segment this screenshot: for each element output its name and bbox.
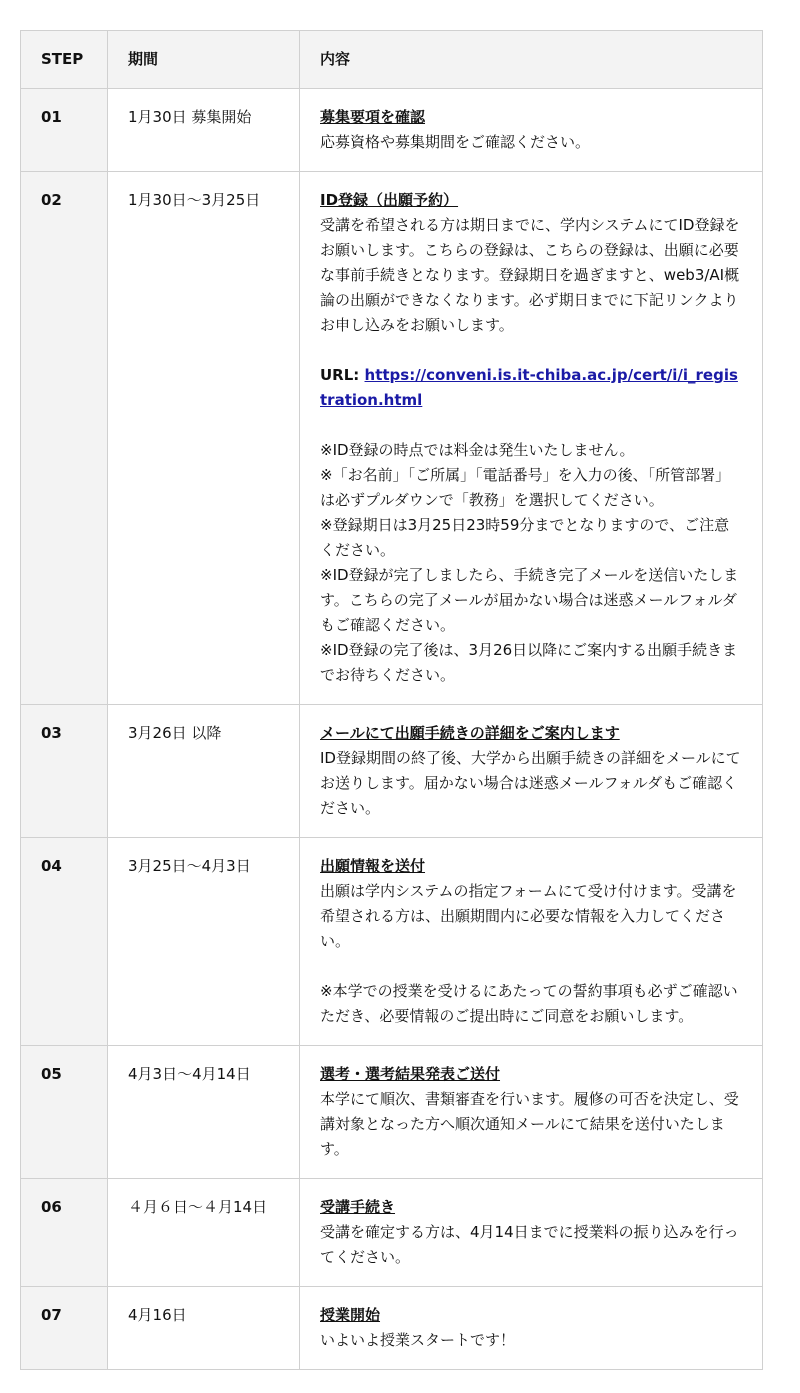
- step-body: 受講を確定する方は、4月14日までに授業料の振り込みを行ってください。: [320, 1223, 739, 1266]
- step-body: ID登録期間の終了後、大学から出願手続きの詳細をメールにてお送りします。届かない場合は迷惑メールフォルダもご確認ください。: [320, 749, 741, 817]
- table-row: [21, 172, 763, 705]
- step-content: [300, 1046, 763, 1179]
- step-title: メールにて出願手続きの詳細をご案内します: [320, 724, 620, 742]
- step-number: 01: [21, 89, 108, 172]
- step-body: いよいよ授業スタートです！: [320, 1331, 516, 1349]
- step-body: 出願は学内システムの指定フォームにて受け付けます。受講を希望される方は、出願期間内に必要な情報を入力してください。: [320, 882, 737, 950]
- application-steps-table: [20, 30, 763, 1370]
- url-label: URL:: [320, 366, 365, 384]
- step-period: 4月16日: [108, 1287, 300, 1370]
- note-item: ※本学での授業を受けるにあたっての誓約事項も必ずご確認いただき、必要情報のご提出時にご同意をお願いします。: [320, 982, 738, 1025]
- table-row: [21, 1046, 763, 1179]
- step-title: ID登録（出願予約）: [320, 191, 459, 209]
- step-title: 受講手続き: [320, 1198, 396, 1216]
- registration-link[interactable]: https://conveni.is.it-chiba.ac.jp/cert/i/i_registration.html: [320, 366, 738, 409]
- note-item: ※登録期日は3月25日23時59分までとなりますので、ご注意ください。: [320, 516, 730, 559]
- step-body: 受講を希望される方は期日までに、学内システムにてID登録をお願いします。こちらの登録は、こちらの登録は、出願に必要な事前手続きとなります。登録期日を過ぎますと、web3/AI概論の出願ができなくなります。必ず期日までに下記リンクよりお申し込みをお願いします。: [320, 216, 740, 334]
- note-item: ※ID登録が完了しましたら、手続き完了メールを送信いたします。こちらの完了メールが届かない場合は迷惑メールフォルダもご確認ください。: [320, 566, 739, 634]
- step-period: ４月６日〜４月14日: [108, 1179, 300, 1287]
- spacer: [320, 954, 742, 979]
- step-period: 4月3日〜4月14日: [108, 1046, 300, 1179]
- step-period: 3月25日〜4月3日: [108, 838, 300, 1046]
- note-item: ※ID登録の完了後は、3月26日以降にご案内する出願手続きまでお待ちください。: [320, 641, 738, 684]
- table-row: [21, 1287, 763, 1370]
- step-body: 応募資格や募集期間をご確認ください。: [320, 133, 591, 151]
- step-period: 3月26日 以降: [108, 705, 300, 838]
- step-body: 本学にて順次、書類審査を行います。履修の可否を決定し、受講対象となった方へ順次通知メールにて結果を送付いたします。: [320, 1090, 739, 1158]
- note-item: ※「お名前」「ご所属」「電話番号」を入力の後、「所管部署」は必ずプルダウンで「教務」を選択してください。: [320, 466, 731, 509]
- table-row: [21, 838, 763, 1046]
- step-title: 授業開始: [320, 1306, 381, 1324]
- table-header-row: [21, 31, 763, 89]
- table-row: [21, 705, 763, 838]
- header-step: STEP: [21, 31, 108, 89]
- url-line: [320, 363, 742, 413]
- note-item: ※ID登録の時点では料金は発生いたしません。: [320, 441, 635, 459]
- spacer: [320, 338, 742, 363]
- step-period: 1月30日 募集開始: [108, 89, 300, 172]
- header-period: 期間: [108, 31, 300, 89]
- step-number: 03: [21, 705, 108, 838]
- step-number: 04: [21, 838, 108, 1046]
- step-content: [300, 838, 763, 1046]
- step-title: 出願情報を送付: [320, 857, 426, 875]
- step-content: [300, 705, 763, 838]
- step-number: 06: [21, 1179, 108, 1287]
- step-period: 1月30日〜3月25日: [108, 172, 300, 705]
- step-title: 選考・選考結果発表ご送付: [320, 1065, 501, 1083]
- step-content: [300, 1287, 763, 1370]
- step-number: 05: [21, 1046, 108, 1179]
- step-title: 募集要項を確認: [320, 108, 426, 126]
- table-row: [21, 89, 763, 172]
- step-number: 02: [21, 172, 108, 705]
- header-content: 内容: [300, 31, 763, 89]
- spacer: [320, 413, 742, 438]
- step-number: 07: [21, 1287, 108, 1370]
- step-content: [300, 1179, 763, 1287]
- step-content: [300, 89, 763, 172]
- step-content: [300, 172, 763, 705]
- table-row: [21, 1179, 763, 1287]
